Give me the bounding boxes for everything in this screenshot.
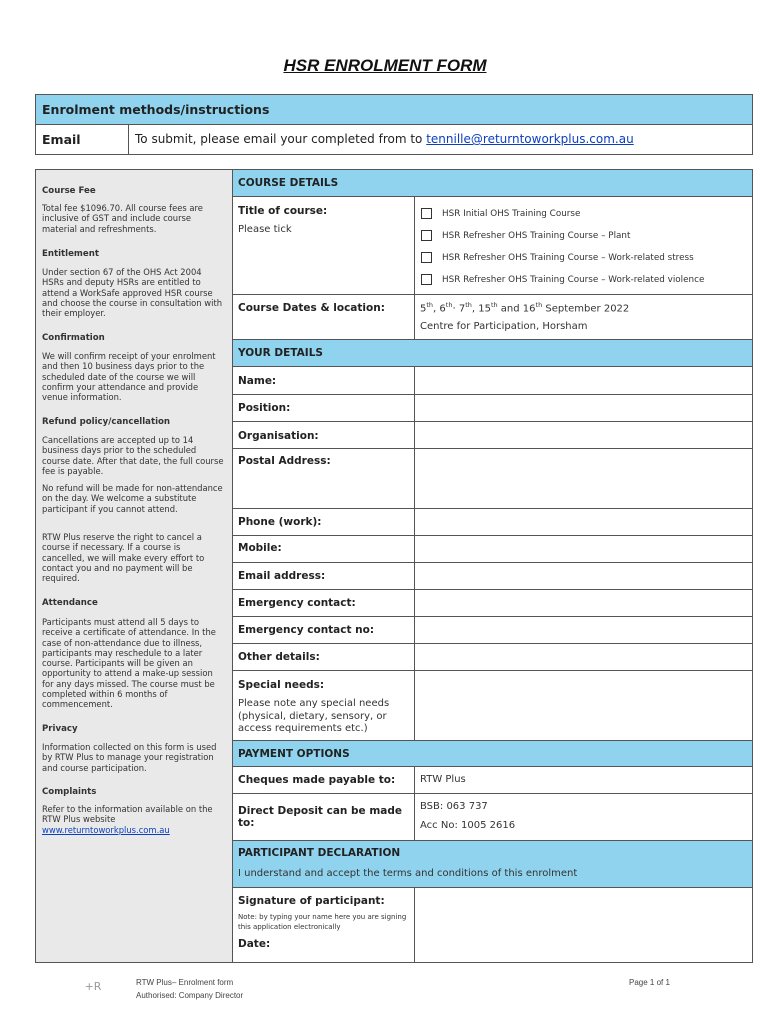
website-link[interactable]: www.returntoworkplus.com.au (42, 824, 170, 835)
payment-options-header: PAYMENT OPTIONS (233, 741, 752, 767)
emergency-contact-label: Emergency contact: (238, 597, 356, 609)
course-dates-value: 5th, 6th· 7th, 15th and 16th September 2022 (420, 301, 630, 315)
refund-heading: Refund policy/cancellation (42, 417, 171, 427)
cheques-value: RTW Plus (420, 774, 466, 785)
email-instructions-text: To submit, please email your completed from to (135, 132, 427, 146)
signature-field[interactable] (415, 888, 752, 962)
cheques-label: Cheques made payable to: (238, 774, 396, 786)
please-tick-text: Please tick (238, 224, 292, 235)
phone-row (233, 509, 752, 536)
cheques-row (233, 767, 752, 794)
name-field[interactable] (415, 367, 752, 394)
refund-text-3: RTW Plus reserve the right to cancel a course if necessary. If a course is cancelled, we will make every effort to contact you and no payment will be required. (42, 532, 205, 584)
position-field[interactable] (415, 395, 752, 421)
course-option-checkbox[interactable] (421, 252, 432, 263)
position-label: Position: (238, 402, 291, 414)
course-details-header: COURSE DETAILS (233, 170, 752, 197)
course-option-label: HSR Refresher OHS Training Course – Work-related stress (442, 253, 694, 263)
email-address-row (233, 563, 752, 590)
confirmation-heading: Confirmation (42, 333, 105, 343)
other-details-field[interactable] (415, 644, 752, 670)
postal-field[interactable] (415, 449, 752, 508)
course-fee-text: Total fee $1096.70. All course fees are inclusive of GST and include course material and refreshments. (42, 203, 203, 234)
rtw-plus-logo (72, 980, 114, 1000)
footer-form-name: RTW Plus– Enrolment form (136, 978, 234, 987)
direct-deposit-row (233, 794, 752, 841)
declaration-text: I understand and accept the terms and conditions of this enrolment (238, 868, 578, 879)
refund-text-2: No refund will be made for non-attendance on the day. We welcome a substitute participant if you cannot attend. (42, 483, 223, 514)
course-option-checkbox[interactable] (421, 208, 432, 219)
emergency-no-row (233, 617, 752, 644)
postal-label: Postal Address: (238, 455, 331, 467)
complaints-heading: Complaints (42, 787, 97, 797)
emergency-contact-field[interactable] (415, 590, 752, 616)
organisation-row (233, 422, 752, 449)
your-details-header: YOUR DETAILS (233, 340, 752, 367)
special-needs-row (233, 671, 752, 741)
attendance-text: Participants must attend all 5 days to receive a certificate of attendance. In the case of non-attendance due to illness, participants may reschedule to a later course. Participants will be given an opportunity to attend a make-up session for any days missed. The course must be completed within 6 months of commencement. (42, 617, 216, 710)
form-body (35, 169, 753, 963)
complaints-text (42, 804, 224, 835)
enrolment-methods-header: Enrolment methods/instructions (36, 95, 752, 125)
bsb-value: BSB: 063 737 (420, 801, 488, 812)
phone-label: Phone (work): (238, 516, 322, 528)
course-dates-row (233, 295, 752, 340)
organisation-field[interactable] (415, 422, 752, 448)
email-row (36, 125, 752, 154)
special-needs-label: Special needs: (238, 679, 325, 691)
position-row (233, 395, 752, 422)
phone-field[interactable] (415, 509, 752, 535)
course-option-checkbox[interactable] (421, 274, 432, 285)
logo-mark: +R (84, 980, 102, 993)
form-fields (233, 170, 752, 962)
course-title-label: Title of course: (238, 205, 328, 217)
mobile-label: Mobile: (238, 542, 282, 554)
course-option-label: HSR Initial OHS Training Course (442, 209, 581, 219)
emergency-no-field[interactable] (415, 617, 752, 643)
mobile-field[interactable] (415, 536, 752, 562)
postal-row (233, 449, 752, 509)
name-row (233, 367, 752, 395)
signature-row (233, 888, 752, 962)
refund-text-1: Cancellations are accepted up to 14 business days prior to the scheduled course date. After that date, the full course fee is payable. (42, 435, 224, 476)
special-needs-field[interactable] (415, 671, 752, 740)
signature-note: Note: by typing your name here you are signing this application electronically (238, 913, 407, 931)
privacy-text: Information collected on this form is used by RTW Plus to manage your registration and course participation. (42, 742, 217, 773)
info-sidebar (36, 170, 233, 962)
complaints-text-body: Refer to the information available on the RTW Plus website (42, 804, 213, 825)
special-needs-note: Please note any special needs (physical, dietary, sensory, or access requirements etc.) (238, 698, 390, 734)
declaration-header: PARTICIPANT DECLARATION (238, 847, 401, 859)
organisation-label: Organisation: (238, 430, 319, 442)
other-details-row (233, 644, 752, 671)
course-option-label: HSR Refresher OHS Training Course – Plant (442, 231, 631, 241)
course-dates-label: Course Dates & location: (238, 302, 385, 314)
other-details-label: Other details: (238, 651, 320, 663)
account-number: Acc No: 1005 2616 (420, 820, 516, 831)
confirmation-text: We will confirm receipt of your enrolment and then 10 business days prior to the scheduled date of the course we will confirm your attendance and provide venue information. (42, 351, 216, 403)
footer-page-number: Page 1 of 1 (629, 978, 670, 987)
direct-deposit-label: Direct Deposit can be made to: (238, 805, 403, 829)
email-address-field[interactable] (415, 563, 752, 589)
entitlement-text: Under section 67 of the OHS Act 2004 HSRs and deputy HSRs are entitled to attend a WorkSafe approved HSR course and choose the course in consultation with their employer. (42, 267, 223, 319)
page-title: HSR ENROLMENT FORM (283, 56, 487, 75)
course-title-row (233, 197, 752, 295)
enrolment-methods-table (35, 94, 753, 155)
course-option-checkbox[interactable] (421, 230, 432, 241)
course-location: Centre for Participation, Horsham (420, 321, 588, 332)
course-fee-heading: Course Fee (42, 186, 96, 196)
email-link[interactable]: tennille@returntoworkplus.com.au (426, 132, 634, 146)
email-address-label: Email address: (238, 570, 326, 582)
declaration-block (233, 841, 752, 888)
privacy-heading: Privacy (42, 724, 78, 734)
mobile-row (233, 536, 752, 563)
attendance-heading: Attendance (42, 598, 98, 608)
emergency-contact-row (233, 590, 752, 617)
signature-label: Signature of participant: (238, 895, 385, 907)
email-instructions (129, 125, 634, 154)
name-label: Name: (238, 375, 277, 387)
email-label: Email (36, 125, 129, 154)
footer-authorised: Authorised: Company Director (136, 991, 244, 1000)
entitlement-heading: Entitlement (42, 249, 99, 259)
course-option-label: HSR Refresher OHS Training Course – Work-related violence (442, 275, 705, 285)
emergency-no-label: Emergency contact no: (238, 624, 375, 636)
date-label: Date: (238, 938, 271, 950)
